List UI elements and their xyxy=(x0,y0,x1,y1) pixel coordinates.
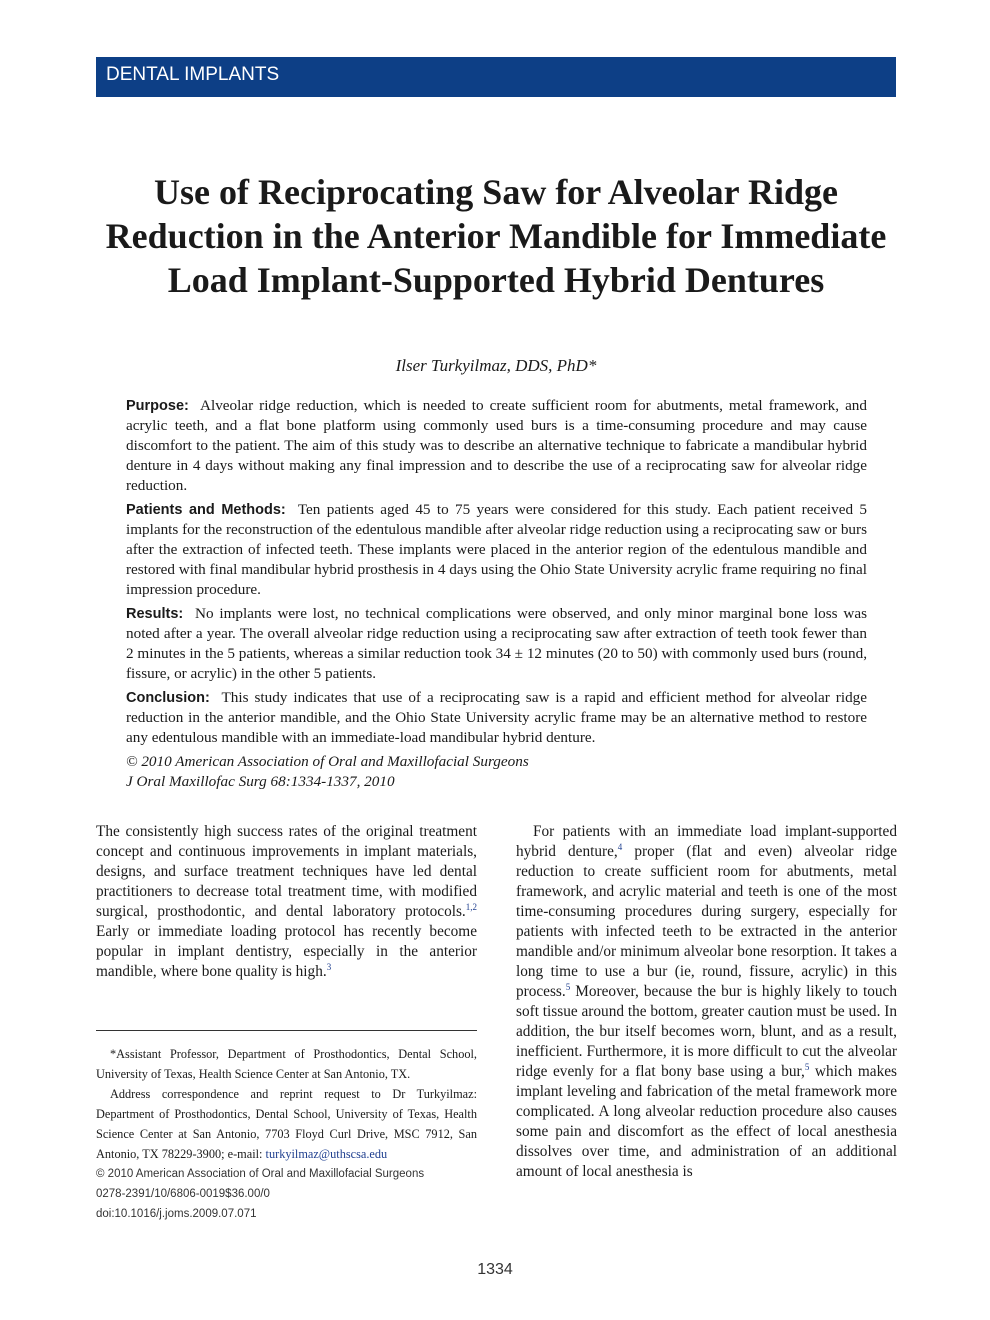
footnotes xyxy=(96,1044,477,1224)
methods-label: Patients and Methods: xyxy=(126,502,286,518)
abstract-copyright: © 2010 American Association of Oral and Maxillofacial Surgeons xyxy=(126,753,529,770)
footnote-issn: 0278-2391/10/6806-0019$36.00/0 xyxy=(96,1188,270,1200)
footnote-affiliation: *Assistant Professor, Department of Prosthodontics, Dental School, University of Texas, Health Science Center at San Antonio, TX. xyxy=(96,1047,477,1081)
intro-text-b: Early or immediate loading protocol has recently become popular in implant dentistry, especially in the anterior mandible, where bone quality is high. xyxy=(96,923,477,980)
right-text-d: which makes implant leveling and fabrication of the metal framework more complicated. A long alveolar reduction procedure also causes some pain and discomfort as the effect of local anesthesia dissolves over time, and administration of an additional amount of local anesthesia is xyxy=(516,1063,897,1180)
intro-text-a: The consistently high success rates of the original treatment concept and continuous improvements in implant materials, designs, and surface treatment techniques have led dental practitioners to decrease total treatment time, with modified surgical, prosthodontic, and dental laboratory protocols. xyxy=(96,823,477,920)
abstract xyxy=(126,396,867,792)
abstract-citation: J Oral Maxillofac Surg 68:1334-1337, 2010 xyxy=(126,773,395,790)
article-title: Use of Reciprocating Saw for Alveolar Ridge Reduction in the Anterior Mandible for Immediate Load Implant-Supported Hybrid Dentures xyxy=(105,172,887,300)
body-column-right xyxy=(516,822,897,1182)
purpose-label: Purpose: xyxy=(126,398,189,414)
abstract-purpose xyxy=(126,396,867,496)
purpose-text: Alveolar ridge reduction, which is needed to create sufficient room for abutments, metal framework, and acrylic teeth, and a flat bone platform using commonly used burs is a time-consuming procedure and may cause discomfort to the patient. The aim of this study was to describe an alternative technique to fabricate a mandibular hybrid denture in 4 days without making any final impression and to describe the use of a reciprocating saw for alveolar ridge reduction. xyxy=(126,397,867,494)
conclusion-label: Conclusion: xyxy=(126,690,210,706)
ref-link-5b[interactable]: 5 xyxy=(804,1062,810,1072)
ref-link-4[interactable]: 4 xyxy=(617,842,623,852)
abstract-conclusion xyxy=(126,688,867,748)
section-label: DENTAL IMPLANTS xyxy=(106,64,280,85)
right-paragraph xyxy=(516,822,897,1182)
ref-link-1-2[interactable]: 1,2 xyxy=(465,902,477,912)
right-text-b: proper (flat and even) alveolar ridge reduction to create sufficient room for abutments, metal framework, and acrylic material and teeth is one of the most time-consuming procedures during surgery, especially for patients with infected teeth to be extracted in the anterior mandible and/or minimum alveolar bone resorption. It takes a long time to use a bur (ie, round, fissure, acrylic) in this process. xyxy=(516,843,897,1000)
footnote-divider xyxy=(96,1030,477,1031)
conclusion-text: This study indicates that use of a reciprocating saw is a rapid and efficient method for alveolar ridge reduction in the anterior mandible, and the Ohio State University acrylic frame may be an alternative method to restore any edentulous mandible with an immediate-load mandibular hybrid denture. xyxy=(126,689,867,746)
footnote-copyright: © 2010 American Association of Oral and Maxillofacial Surgeons xyxy=(96,1168,425,1180)
address-text: Address correspondence and reprint request to Dr Turkyilmaz: Department of Prosthodontics, Dental School, University of Texas, Health Science Center at San Antonio, 7703 Floyd Curl Drive, MSC 7912, San Antonio, TX 78229-3900; e-mail: xyxy=(96,1087,477,1161)
email-link[interactable]: turkyilmaz@uthscsa.edu xyxy=(265,1147,388,1161)
section-banner xyxy=(96,57,896,97)
body-column-left xyxy=(96,822,477,982)
right-text-c: Moreover, because the bur is highly likely to touch soft tissue around the bottom, greater caution must be used. In addition, the bur itself becomes worn, blunt, and as a result, inefficient. Furthermore, it is more difficult to cut the alveolar ridge evenly for a flat bony base using a bur, xyxy=(516,983,897,1080)
footnote-doi[interactable]: doi:10.1016/j.joms.2009.07.071 xyxy=(96,1208,257,1220)
ref-link-3[interactable]: 3 xyxy=(326,962,332,972)
intro-paragraph xyxy=(96,822,477,982)
ref-link-5a[interactable]: 5 xyxy=(565,982,571,992)
author-line: Ilser Turkyilmaz, DDS, PhD* xyxy=(395,356,597,375)
results-label: Results: xyxy=(126,606,184,622)
abstract-results xyxy=(126,604,867,684)
right-text-a: For patients with an immediate load implant-supported hybrid denture, xyxy=(516,823,897,860)
methods-text: Ten patients aged 45 to 75 years were considered for this study. Each patient received 5 implants for the reconstruction of the edentulous mandible after alveolar ridge reduction using a reciprocating saw or burs after the extraction of infected teeth. These implants were placed in the anterior region of the edentulous mandible and restored with final mandibular hybrid prosthesis in 4 days using the Ohio State University acrylic frame requiring no final impression procedure. xyxy=(126,501,867,598)
page-number: 1334 xyxy=(477,1261,513,1278)
footnote-address xyxy=(96,1084,477,1164)
results-text: No implants were lost, no technical complications were observed, and only minor marginal bone loss was noted after a year. The overall alveolar ridge reduction using a reciprocating saw after extraction of teeth took fewer than 2 minutes in the 5 patients, whereas a similar reduction took 34 ± 12 minutes (20 to 50) with commonly used burs (round, fissure, or acrylic) in the other 5 patients. xyxy=(126,605,867,682)
abstract-methods xyxy=(126,500,867,600)
